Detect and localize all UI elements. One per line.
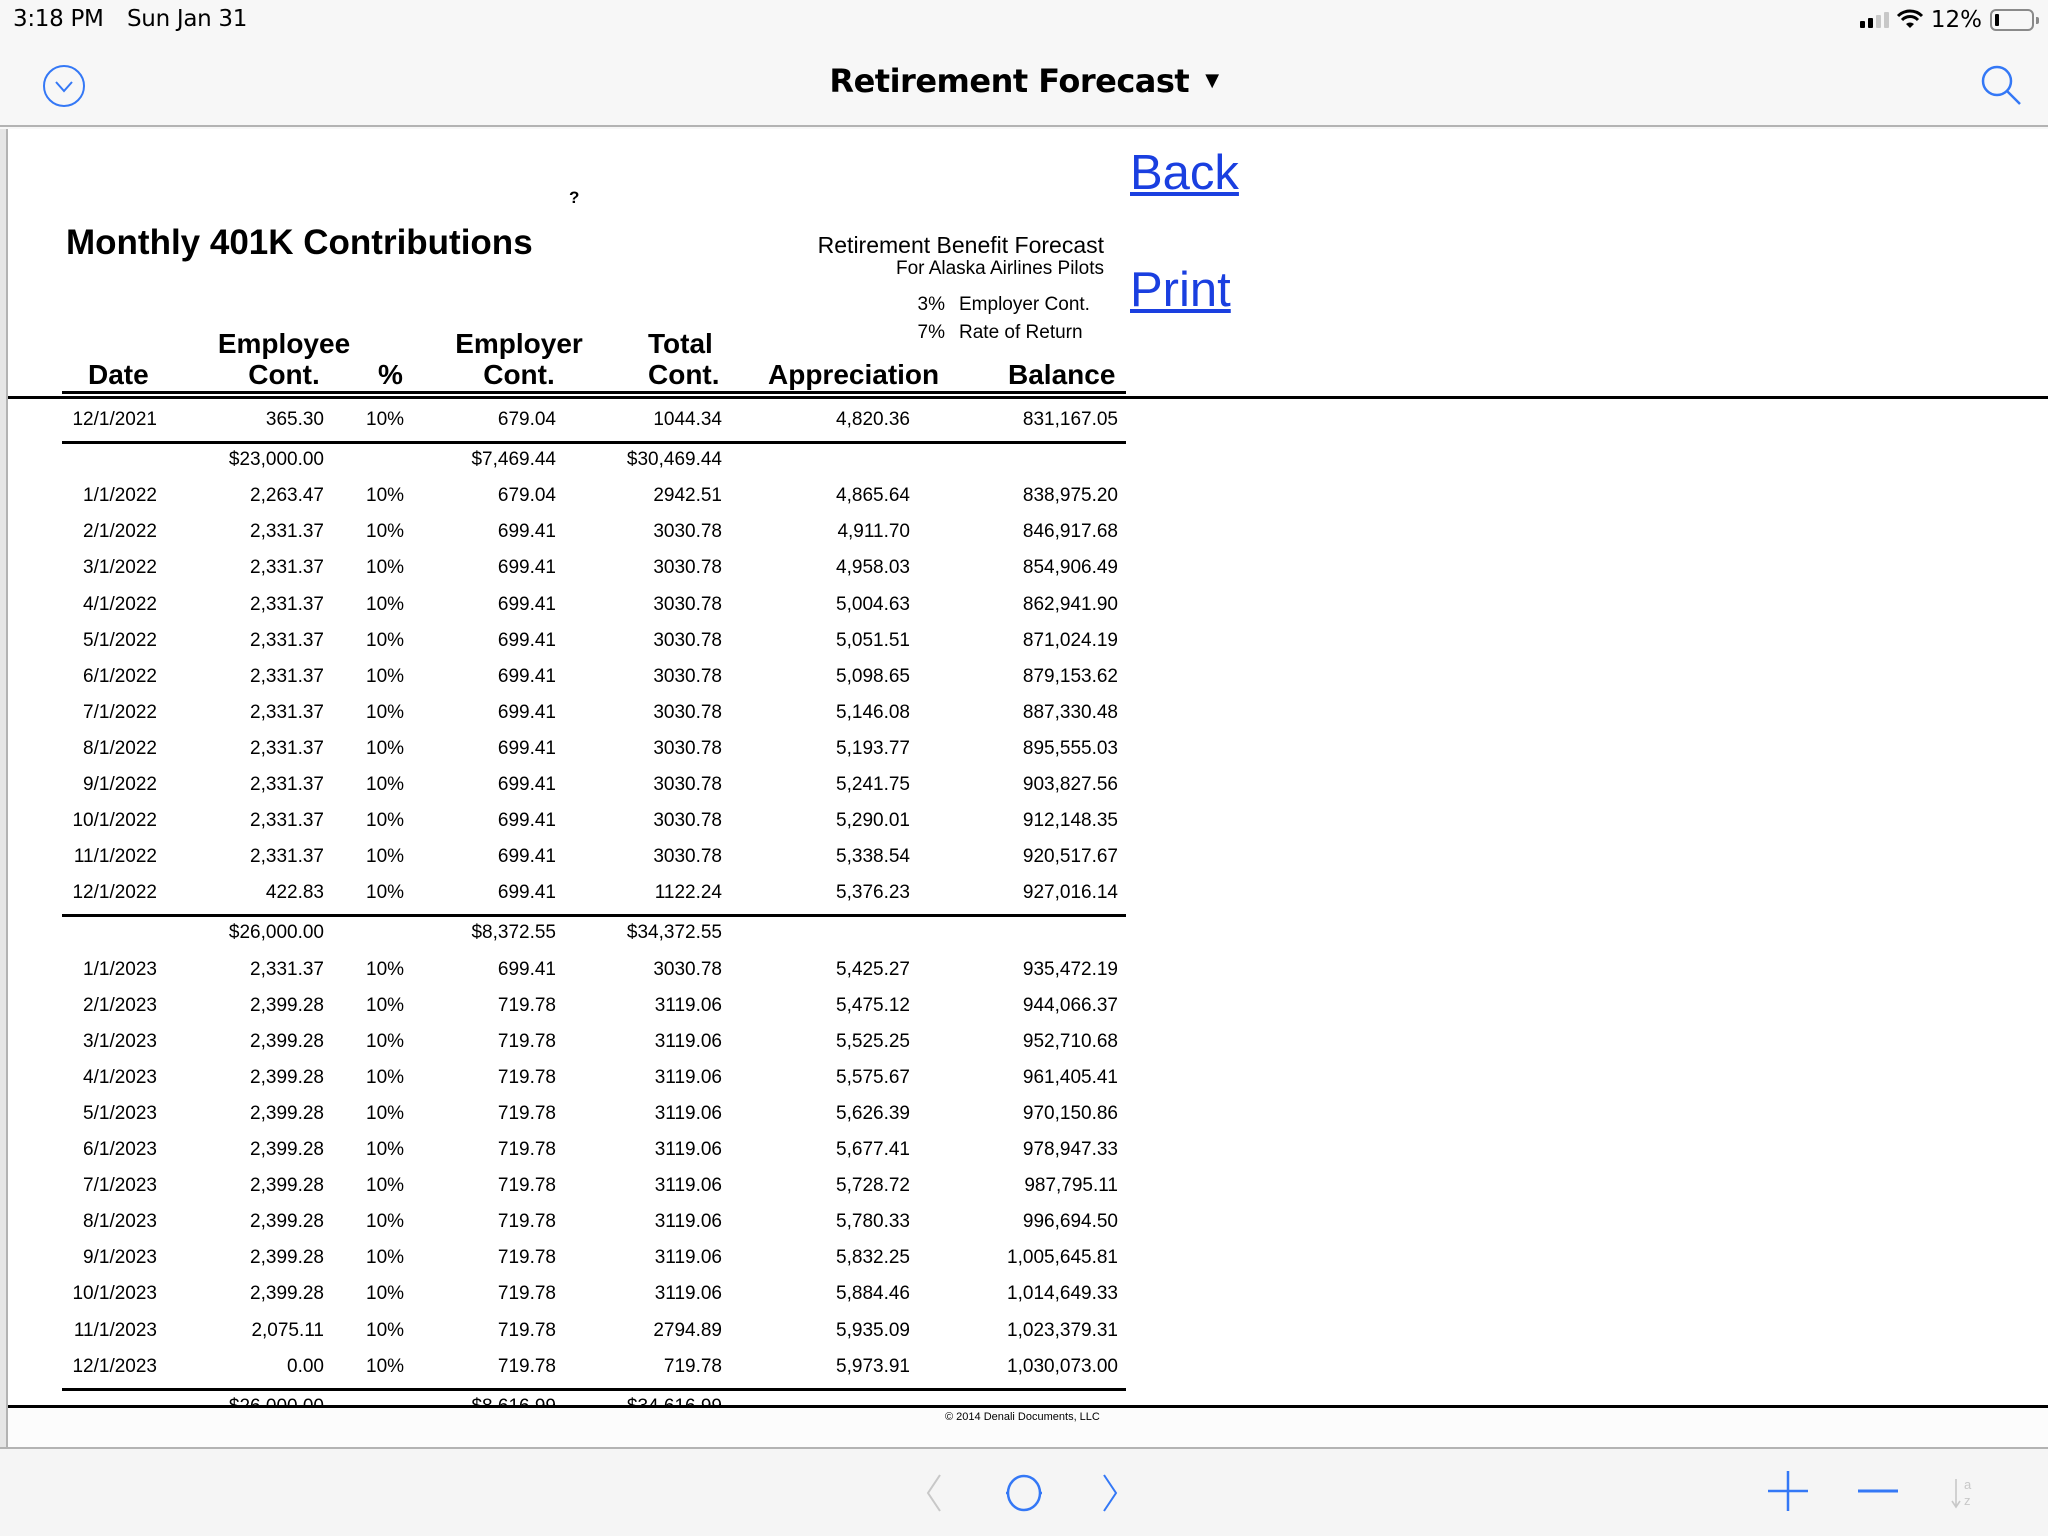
cell-employer: 719.78 <box>497 1139 556 1160</box>
cell-employee: 422.83 <box>265 882 324 904</box>
cell-employer: 719.78 <box>497 1066 556 1088</box>
header-line: Cont. <box>248 359 320 390</box>
cell-total: 3030.78 <box>653 629 722 651</box>
battery-icon <box>1990 9 2034 31</box>
table-row <box>8 1356 1128 1392</box>
cell-total: 3030.78 <box>653 593 722 615</box>
cell-total: 1044.34 <box>653 409 722 430</box>
cell-date: 1/1/2022 <box>83 485 157 507</box>
table-row <box>8 557 1128 593</box>
cell-employee: 2,399.28 <box>250 994 324 1016</box>
minus-icon <box>1856 1469 1900 1513</box>
param-employer-cont <box>909 294 1090 316</box>
report-body <box>8 129 2048 1405</box>
column-header-total-cont <box>648 328 720 390</box>
cell-pct: 10% <box>366 1030 405 1052</box>
sort-button[interactable] <box>1950 1473 1980 1518</box>
cell-total: 3030.78 <box>653 774 722 795</box>
column-header-employee-cont <box>214 328 354 390</box>
table-row <box>8 702 1128 738</box>
report-title: Monthly 401K Contributions <box>66 223 533 262</box>
cell-balance: 862,941.90 <box>1022 593 1118 615</box>
cell-pct: 10% <box>366 1283 405 1305</box>
cell-balance: 996,694.50 <box>1022 1211 1118 1233</box>
cell-total: 719.78 <box>663 1355 722 1377</box>
plus-icon <box>1766 1469 1810 1513</box>
cell-balance: 854,906.49 <box>1022 557 1118 579</box>
table-row <box>8 1031 1128 1067</box>
param-value: 7% <box>917 322 945 343</box>
header-divider <box>8 396 2048 399</box>
cell-employer: 699.41 <box>497 737 556 759</box>
column-header-employer-cont <box>454 328 584 390</box>
cell-total: 3119.06 <box>654 1102 722 1124</box>
cell-date: 7/1/2022 <box>83 701 157 723</box>
search-button[interactable] <box>1978 62 2024 108</box>
print-link[interactable]: Print <box>1130 263 1231 317</box>
table-row <box>8 774 1128 810</box>
table-row <box>8 521 1128 557</box>
table-row <box>8 1103 1128 1139</box>
cell-date: 6/1/2023 <box>83 1139 157 1160</box>
cell-employer: 699.41 <box>497 846 556 868</box>
cell-total: 3030.78 <box>653 846 722 868</box>
cell-date: 4/1/2023 <box>83 1066 157 1088</box>
cell-date: 5/1/2023 <box>83 1102 157 1124</box>
cell-pct: 10% <box>366 1175 405 1197</box>
table-row <box>8 1320 1128 1356</box>
cell-appreciation: 5,525.25 <box>836 1030 910 1052</box>
cell-employee: 2,331.37 <box>250 846 324 868</box>
cell-total: 3119.06 <box>654 1139 722 1160</box>
header-line: Employer <box>455 328 583 359</box>
chevron-left-icon <box>924 1473 944 1513</box>
layout-title: Retirement Forecast <box>829 62 1190 100</box>
cell-total: 1122.24 <box>654 882 722 904</box>
battery-percent: 12% <box>1930 7 1982 33</box>
header-line: Cont. <box>483 359 555 390</box>
cell-employer: 699.41 <box>497 557 556 579</box>
cell-employer: 719.78 <box>497 1355 556 1377</box>
table-row <box>8 1139 1128 1175</box>
cell-total: 3119.06 <box>654 1030 722 1052</box>
cell-employer: 699.41 <box>497 701 556 723</box>
cell-pct: 10% <box>366 994 405 1016</box>
table-row <box>8 1067 1128 1103</box>
cell-appreciation: 5,290.01 <box>836 810 910 832</box>
cell-appreciation: 5,780.33 <box>836 1211 910 1233</box>
column-header-appreciation: Appreciation <box>768 359 940 390</box>
cell-employee: 2,399.28 <box>250 1175 324 1197</box>
table-row <box>8 630 1128 666</box>
cell-total: 3119.06 <box>654 1283 722 1305</box>
cell-appreciation: 5,338.54 <box>836 846 910 868</box>
cell-appreciation: 5,146.08 <box>836 701 910 723</box>
cell-pct: 10% <box>366 737 405 759</box>
cell-date: 12/1/2021 <box>72 409 157 430</box>
cell-balance: 895,555.03 <box>1022 737 1118 759</box>
svg-text:a: a <box>1964 1477 1972 1492</box>
cell-employee: 2,263.47 <box>250 485 324 507</box>
cell-date: 10/1/2022 <box>72 810 157 832</box>
report-footer <box>8 1408 2048 1447</box>
cell-employee: 2,331.37 <box>250 958 324 980</box>
cell-balance: 1,023,379.31 <box>1007 1319 1118 1341</box>
cell-employee: 2,331.37 <box>250 774 324 795</box>
table-row <box>8 666 1128 702</box>
cell-employer: 699.41 <box>497 629 556 651</box>
table-row <box>8 846 1128 882</box>
cell-pct: 10% <box>366 629 405 651</box>
cell-date: 4/1/2022 <box>83 593 157 615</box>
table-row <box>8 1175 1128 1211</box>
cell-balance: 838,975.20 <box>1022 485 1118 507</box>
cell-employee: 2,331.37 <box>250 701 324 723</box>
param-label: Rate of Return <box>959 322 1083 343</box>
cell-employee: 2,331.37 <box>250 593 324 615</box>
cell-balance: 1,005,645.81 <box>1007 1247 1118 1269</box>
cell-balance: 927,016.14 <box>1022 882 1118 904</box>
layout-edge-bar <box>0 129 8 1447</box>
cell-pct: 10% <box>366 1139 405 1160</box>
dropdown-caret-icon: ▼ <box>1205 69 1219 91</box>
cell-employer: 719.78 <box>497 1030 556 1052</box>
table-row <box>8 1247 1128 1283</box>
previous-record-button[interactable] <box>924 1473 944 1518</box>
wifi-icon <box>1897 10 1923 30</box>
cell-pct: 10% <box>366 846 405 868</box>
cell-total: 3030.78 <box>653 958 722 980</box>
group-separator <box>62 1388 1126 1391</box>
cell-appreciation: 5,935.09 <box>836 1319 910 1341</box>
cell-employee: 2,399.28 <box>250 1066 324 1088</box>
param-label: Employer Cont. <box>959 294 1090 315</box>
cell-employee: 2,331.37 <box>250 737 324 759</box>
cell-employer: 699.41 <box>497 958 556 980</box>
cell-total: 3030.78 <box>653 557 722 579</box>
table-row <box>8 1211 1128 1247</box>
table-row <box>8 1283 1128 1319</box>
cell-total: 2794.89 <box>653 1319 722 1341</box>
cell-employer: 699.41 <box>497 774 556 795</box>
cell-pct: 10% <box>366 774 405 795</box>
cell-pct: 10% <box>366 1211 405 1233</box>
subtotal-row <box>8 449 1128 485</box>
cell-date: 12/1/2022 <box>72 882 157 904</box>
cell-total: 3119.06 <box>654 994 722 1016</box>
column-header-balance: Balance <box>1008 359 1116 390</box>
navigation-bar <box>0 40 2048 127</box>
cell-pct: 10% <box>366 1319 405 1341</box>
cell-employee: 2,331.37 <box>250 557 324 579</box>
cell-total: 3030.78 <box>653 701 722 723</box>
cell-date: 5/1/2022 <box>83 629 157 651</box>
param-rate-of-return <box>909 322 1083 344</box>
cell-pct: 10% <box>366 409 405 430</box>
cell-employee: 2,399.28 <box>250 1211 324 1233</box>
cell-employer: $7,469.44 <box>471 449 556 471</box>
cell-date: 2/1/2023 <box>83 994 157 1016</box>
table-row <box>8 485 1128 521</box>
cell-appreciation: 5,575.67 <box>836 1066 910 1088</box>
cell-pct: 10% <box>366 1247 405 1269</box>
cell-date: 2/1/2022 <box>83 521 157 543</box>
header-underline <box>62 391 1126 394</box>
cell-date: 9/1/2022 <box>83 774 157 795</box>
cell-balance: 887,330.48 <box>1022 701 1118 723</box>
delete-record-button[interactable] <box>1856 1469 1900 1518</box>
cell-employee: 2,331.37 <box>250 629 324 651</box>
cell-pct: 10% <box>366 521 405 543</box>
cell-employer: 699.41 <box>497 521 556 543</box>
record-circle-icon <box>1002 1473 1046 1513</box>
chevron-right-icon <box>1100 1473 1120 1513</box>
cellular-signal-icon <box>1860 12 1889 28</box>
cell-balance: 831,167.05 <box>1022 409 1118 430</box>
cell-employee: $26,000.00 <box>228 922 324 944</box>
cell-appreciation: 5,004.63 <box>836 593 910 615</box>
new-record-button[interactable] <box>1766 1469 1810 1518</box>
cell-employee: 2,331.37 <box>250 521 324 543</box>
cell-appreciation: 5,626.39 <box>836 1102 910 1124</box>
cell-balance: 846,917.68 <box>1022 521 1118 543</box>
param-value: 3% <box>917 294 945 315</box>
cell-pct: 10% <box>366 1102 405 1124</box>
cell-pct: 10% <box>366 810 405 832</box>
forecast-subtitle: For Alaska Airlines Pilots <box>895 258 1104 279</box>
cell-total: 3119.06 <box>654 1211 722 1233</box>
record-toolbar <box>0 1447 2048 1536</box>
help-mark: ? <box>569 188 580 207</box>
cell-balance: 1,030,073.00 <box>1007 1355 1118 1377</box>
cell-employee: 365.30 <box>265 409 324 430</box>
cell-appreciation: 5,051.51 <box>836 629 910 651</box>
next-record-button[interactable] <box>1100 1473 1120 1518</box>
cell-pct: 10% <box>366 701 405 723</box>
cell-appreciation: 5,884.46 <box>836 1283 910 1305</box>
cell-employer: 699.41 <box>497 882 556 904</box>
cell-employer: 679.04 <box>497 409 556 430</box>
cell-employer: 719.78 <box>497 1247 556 1269</box>
cell-appreciation: 4,958.03 <box>836 557 910 579</box>
record-position-button[interactable] <box>1002 1473 1046 1518</box>
cell-date: 8/1/2022 <box>83 737 157 759</box>
layout-title-dropdown[interactable] <box>0 62 2048 100</box>
cell-employee: 2,399.28 <box>250 1030 324 1052</box>
copyright: © 2014 Denali Documents, LLC <box>945 1411 1100 1423</box>
cell-pct: 10% <box>366 958 405 980</box>
cell-total: 3119.06 <box>654 1247 722 1269</box>
cell-appreciation: 5,098.65 <box>836 665 910 687</box>
cell-employer: 719.78 <box>497 1102 556 1124</box>
cell-employee: 2,399.28 <box>250 1283 324 1305</box>
back-link[interactable]: Back <box>1130 146 1239 200</box>
cell-employer: 719.78 <box>497 1319 556 1341</box>
cell-pct: 10% <box>366 557 405 579</box>
cell-balance: 935,472.19 <box>1022 958 1118 980</box>
status-indicators <box>1860 6 2034 34</box>
cell-date: 12/1/2023 <box>72 1355 157 1377</box>
cell-employer: 679.04 <box>497 485 556 507</box>
cell-appreciation: 5,475.12 <box>836 994 910 1016</box>
cell-appreciation: 5,832.25 <box>836 1247 910 1269</box>
cell-total: 3030.78 <box>653 521 722 543</box>
cell-date: 3/1/2022 <box>83 557 157 579</box>
cell-appreciation: 5,241.75 <box>836 774 910 795</box>
header-line: Cont. <box>648 359 720 390</box>
cell-date: 9/1/2023 <box>83 1247 157 1269</box>
group-separator <box>62 914 1126 917</box>
cell-date: 3/1/2023 <box>83 1030 157 1052</box>
table-row <box>8 882 1128 918</box>
status-bar <box>0 0 2048 40</box>
table-row <box>8 409 1128 445</box>
cell-total: 2942.51 <box>653 485 722 507</box>
header-line: Total <box>648 328 713 359</box>
cell-appreciation: 4,865.64 <box>836 485 910 507</box>
cell-employee: 2,075.11 <box>251 1319 324 1341</box>
status-date: Sun Jan 31 <box>127 6 248 32</box>
cell-employee: $23,000.00 <box>228 449 324 471</box>
cell-employer: 699.41 <box>497 593 556 615</box>
column-header-date: Date <box>88 359 149 390</box>
cell-total: 3119.06 <box>654 1175 722 1197</box>
cell-pct: 10% <box>366 882 405 904</box>
cell-employer: 699.41 <box>497 810 556 832</box>
cell-employer: 719.78 <box>497 1211 556 1233</box>
search-icon <box>1978 62 2024 108</box>
status-time: 3:18 PM <box>13 6 104 32</box>
cell-pct: 10% <box>366 593 405 615</box>
cell-appreciation: 4,911.70 <box>837 521 910 543</box>
cell-balance: 944,066.37 <box>1022 994 1118 1016</box>
report-layout <box>8 129 2048 1447</box>
cell-appreciation: 5,728.72 <box>836 1175 910 1197</box>
cell-date: 10/1/2023 <box>72 1283 157 1305</box>
cell-date: 6/1/2022 <box>83 665 157 687</box>
cell-appreciation: 5,973.91 <box>836 1355 910 1377</box>
cell-balance: 961,405.41 <box>1022 1066 1118 1088</box>
cell-balance: 952,710.68 <box>1022 1030 1118 1052</box>
cell-employer: 699.41 <box>497 665 556 687</box>
cell-employee: 2,399.28 <box>250 1102 324 1124</box>
cell-date: 11/1/2023 <box>73 1319 157 1341</box>
cell-pct: 10% <box>366 1066 405 1088</box>
cell-total: 3030.78 <box>653 665 722 687</box>
cell-employee: 2,331.37 <box>250 810 324 832</box>
cell-total: 3119.06 <box>654 1066 722 1088</box>
cell-total: 3030.78 <box>653 737 722 759</box>
cell-employer: 719.78 <box>497 1283 556 1305</box>
cell-balance: 970,150.86 <box>1022 1102 1118 1124</box>
cell-appreciation: 5,376.23 <box>836 882 910 904</box>
cell-total: $34,372.55 <box>626 922 722 944</box>
cell-pct: 10% <box>366 665 405 687</box>
group-separator <box>62 441 1126 444</box>
cell-appreciation: 4,820.36 <box>836 409 910 430</box>
cell-pct: 10% <box>366 1355 405 1377</box>
table-row <box>8 995 1128 1031</box>
subtotal-row <box>8 922 1128 958</box>
cell-balance: 879,153.62 <box>1022 665 1118 687</box>
cell-pct: 10% <box>366 485 405 507</box>
cell-balance: 912,148.35 <box>1022 810 1118 832</box>
cell-date: 8/1/2023 <box>83 1211 157 1233</box>
report-content <box>0 129 2048 1447</box>
sort-az-icon <box>1950 1473 1980 1513</box>
column-header-pct: % <box>378 359 403 390</box>
cell-employee: 0.00 <box>287 1355 324 1377</box>
cell-employer: 719.78 <box>497 1175 556 1197</box>
cell-date: 1/1/2023 <box>83 958 157 980</box>
cell-employee: 2,399.28 <box>250 1139 324 1160</box>
cell-date: 7/1/2023 <box>83 1175 157 1197</box>
cell-appreciation: 5,425.27 <box>836 958 910 980</box>
table-row <box>8 810 1128 846</box>
forecast-title: Retirement Benefit Forecast <box>817 232 1104 258</box>
cell-balance: 978,947.33 <box>1022 1139 1118 1160</box>
cell-appreciation: 5,193.77 <box>836 737 910 759</box>
cell-employer: 719.78 <box>497 994 556 1016</box>
cell-date: 11/1/2022 <box>73 846 157 868</box>
svg-text:z: z <box>1964 1493 1971 1508</box>
cell-total: $30,469.44 <box>626 449 722 471</box>
table-row <box>8 738 1128 774</box>
cell-balance: 987,795.11 <box>1024 1175 1118 1197</box>
cell-employer: $8,372.55 <box>471 922 556 944</box>
cell-balance: 903,827.56 <box>1022 774 1118 795</box>
cell-balance: 871,024.19 <box>1022 629 1118 651</box>
cell-employee: 2,331.37 <box>250 665 324 687</box>
header-line: Employee <box>217 328 351 359</box>
cell-balance: 1,014,649.33 <box>1007 1283 1118 1305</box>
cell-total: 3030.78 <box>653 810 722 832</box>
cell-balance: 920,517.67 <box>1022 846 1118 868</box>
cell-employee: 2,399.28 <box>250 1247 324 1269</box>
table-row <box>8 959 1128 995</box>
cell-appreciation: 5,677.41 <box>836 1139 910 1160</box>
table-row <box>8 594 1128 630</box>
